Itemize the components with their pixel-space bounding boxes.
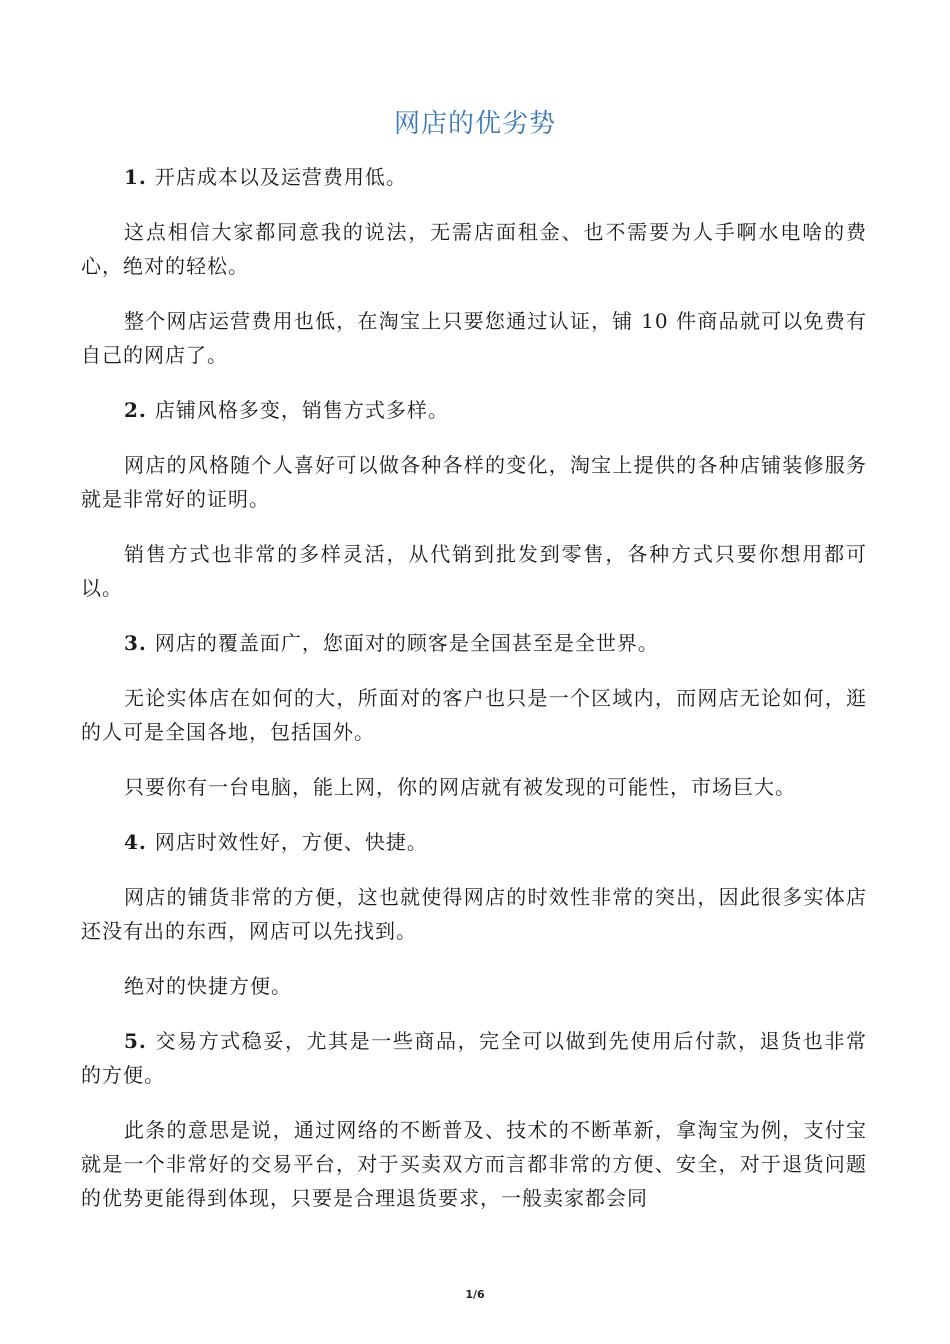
section-number: 2. (124, 398, 147, 422)
section-heading-text: 交易方式稳妥，尤其是一些商品，完全可以做到先使用后付款，退货也非常的方便。 (81, 1029, 867, 1087)
section-number: 3. (124, 631, 147, 655)
paragraph: 无论实体店在如何的大，所面对的客户也只是一个区域内，而网店无论如何，逛的人可是全国各地，包括国外。 (81, 686, 867, 744)
paragraph: 销售方式也非常的多样灵活，从代销到批发到零售，各种方式只要你想用都可以。 (81, 542, 867, 600)
paragraph: 网店的铺货非常的方便，这也就使得网店的时效性非常的突出，因此很多实体店还没有出的东西，网店可以先找到。 (81, 885, 867, 943)
paragraph: 只要你有一台电脑，能上网，你的网店就有被发现的可能性，市场巨大。 (124, 775, 796, 799)
section-heading-1 (81, 160, 867, 194)
paragraph: 整个网店运营费用也低，在淘宝上只要您通过认证，铺 10 件商品就可以免费有自己的网店了。 (81, 309, 867, 367)
page-indicator: 1/6 (465, 1288, 485, 1301)
section-heading-3 (81, 626, 867, 660)
section-heading-5 (81, 1024, 867, 1092)
paragraph: 绝对的快捷方便。 (124, 974, 292, 998)
document-title: 网店的优劣势 (393, 109, 556, 139)
section-heading-text: 网店的覆盖面广，您面对的顾客是全国甚至是全世界。 (154, 631, 659, 655)
paragraph: 网店的风格随个人喜好可以做各种各样的变化，淘宝上提供的各种店铺装修服务就是非常好的证明。 (81, 453, 867, 511)
section-heading-2 (81, 393, 867, 427)
section-heading-4 (81, 825, 867, 859)
document-body (81, 160, 867, 1236)
paragraph: 这点相信大家都同意我的说法，无需店面租金、也不需要为人手啊水电啥的费心，绝对的轻松。 (81, 220, 867, 278)
section-number: 5. (124, 1029, 147, 1053)
section-number: 4. (124, 830, 147, 854)
paragraph: 此条的意思是说，通过网络的不断普及、技术的不断革新，拿淘宝为例，支付宝就是一个非常好的交易平台，对于买卖双方而言都非常的方便、安全，对于退货问题的优势更能得到体现，只要是合理退货要求，一般卖家都会同 (81, 1118, 867, 1210)
section-heading-text: 开店成本以及运营费用低。 (154, 165, 407, 189)
section-number: 1. (124, 165, 147, 189)
section-heading-text: 店铺风格多变，销售方式多样。 (154, 398, 449, 422)
section-heading-text: 网店时效性好，方便、快捷。 (154, 830, 428, 854)
